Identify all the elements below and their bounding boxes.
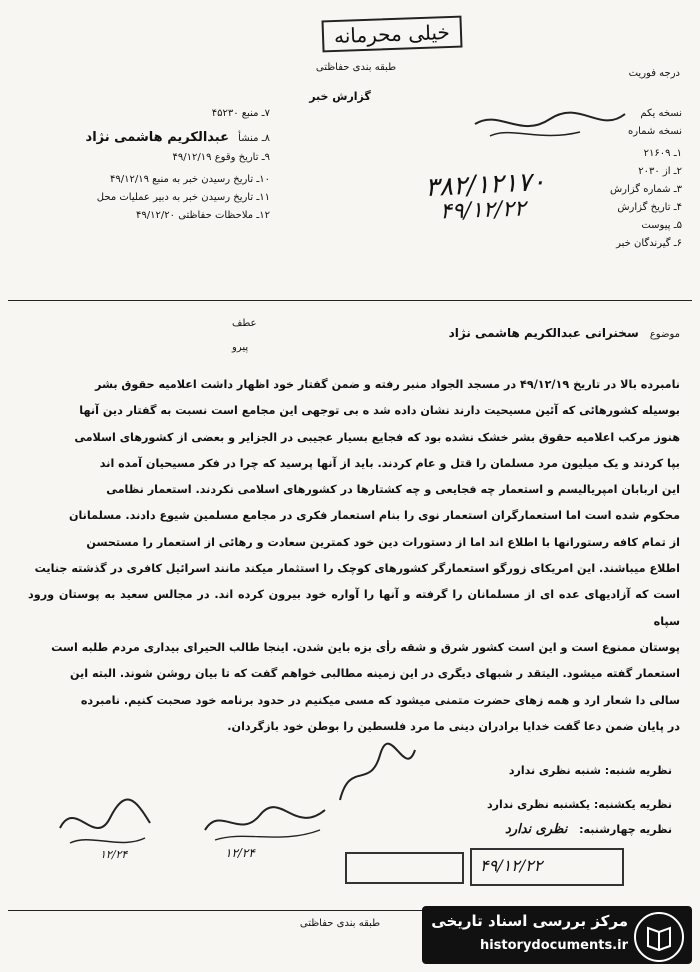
signature-right: [330, 740, 420, 810]
opinion-saturday: نظریه شنبه: شنبه نظری ندارد: [508, 764, 672, 777]
signature-middle: [200, 790, 330, 850]
header-line-9: ۹ـ تاریخ وقوع ۴۹/۱۲/۱۹: [172, 152, 270, 163]
report-body: [28, 372, 680, 740]
body-line: از تمام کافه رستورانها با اطلاع اند اما از دستورات دین خود کمترین سعادت و رهائی از استعمار را مستحسن: [86, 535, 680, 549]
report-number-handwritten: ۳۸۲/۱۲۱۷۰: [424, 166, 547, 204]
aside-atf: عطف: [232, 318, 257, 329]
body-line: پوستان ممنوع است و این است کشور شرق و شقه رأی بزه باین شدن. اینجا طالب الحیرای بیداری مردم طلبه است: [51, 640, 680, 654]
bottom-classification-label: طبقه بندی حفاظتی: [299, 918, 381, 929]
body-line: در پایان ضمن دعا گفت خدایا برادران دینی ما مرد فلسطین را بوطن خود بازگردان.: [227, 719, 680, 733]
header-line-7: ۷ـ منبع ۴۵۲۳۰: [211, 108, 270, 119]
book-icon: [634, 912, 684, 962]
header-line-1: ۱ـ ۲۱۶۰۹: [643, 148, 682, 159]
body-line: این اربابان امپریالیسم و استعمار چه فجایعی و چه کشتارها در کشورهای اسلامی نکردند. استعمار نظامی: [106, 483, 680, 497]
subject-value: سخنرانی عبدالکریم هاشمی نژاد: [448, 326, 639, 340]
signature-date-left: ۱۲/۲۴: [100, 848, 128, 861]
body-line: بپا کردند و یک میلیون مرد مسلمان را قتل و عام کردند. باید از آنها پرسید که چرا در فکر مسیحیان آمده اند: [99, 456, 680, 470]
header-line-12: ۱۲ـ ملاحظات حفاظتی ۴۹/۱۲/۲۰: [136, 210, 270, 221]
classification-stamp: [321, 16, 462, 53]
copy-number: نسخه شماره: [628, 126, 682, 137]
opinion-sunday: نظریه یکشنبه: یکشنبه نظری ندارد: [487, 798, 672, 811]
header-line-8-label: ۸ـ منشأ: [238, 133, 270, 144]
archive-logo: [422, 906, 692, 964]
scribble-mark: [470, 104, 630, 144]
secondary-stamp: [345, 852, 464, 884]
header-line-8-value: عبدالکریم هاشمی نژاد: [85, 130, 229, 145]
subject-label: موضوع: [649, 329, 680, 340]
logo-title: مرکز بررسی اسناد تاریخی: [431, 912, 628, 930]
logo-url: historydocuments.ir: [479, 938, 628, 953]
opinion-wednesday: [505, 822, 672, 837]
header-line-4: ۴ـ تاریخ گزارش: [617, 202, 682, 213]
body-line: استعمار گفته میشود. الیتقد ر شبهای دیگری در این زمینه مطالبی خواهم گفت که تا بیان روشن شوند. البته این: [69, 667, 680, 681]
receipt-stamp-text: ۴۹/۱۲/۲۲: [480, 856, 543, 875]
body-line: اطلاع میباشند. این امریکای زورگو استعمارگر کشورهای کوچک را استثمار میکند مانند اسرائیل کافری در گذشته جنایت: [34, 562, 680, 576]
classification-label: طبقه بندی حفاظتی: [315, 62, 397, 73]
header-line-2: ۲ـ از ۲۰۳۰: [638, 166, 682, 177]
body-line: محکوم شده است اما استعمارگران استعمار نوی را بنام استعمار فکری در مجامع مسلمین شیوع دادند. مسلمانان: [68, 509, 680, 523]
body-line: سالی دا شعار ارد و همه زهای حضرت متمنی میشود که مسی میکنیم در حدود برنامه خود صحبت کنیم. نامبرده: [80, 693, 680, 707]
opinion-wednesday-label: نظریه چهارشنبه:: [579, 823, 672, 836]
opinion-wednesday-value: نظری ندارد: [505, 822, 568, 837]
header-line-3: ۳ـ شماره گزارش: [609, 184, 682, 195]
subject-line: [280, 322, 680, 341]
classification-stamp-text: خیلی محرمانه: [333, 19, 451, 49]
header-divider: [8, 300, 692, 301]
body-line: نامبرده بالا در تاریخ ۴۹/۱۲/۱۹ در مسجد الجواد منبر رفته و ضمن گفتار خود اظهار داشت اعلامیه حقوق بشر: [94, 378, 680, 391]
body-line: هنوز مرکب اعلامیه حقوق بشر خشک نشده بود که فجایع بسیار عجیبی در الجزایر و بعضی از کشورهای اسلامی: [74, 430, 680, 444]
signature-date-middle: ۱۲/۲۴: [225, 846, 255, 860]
aside-peyro: پیرو: [232, 342, 249, 353]
header-line-8: [30, 130, 270, 152]
copy-line: نسخه یکم: [640, 108, 682, 119]
report-title: گزارش خبر: [309, 90, 371, 103]
book-icon-glyph: [636, 914, 682, 960]
receipt-stamp: [470, 848, 624, 886]
left-header-block: [30, 108, 270, 228]
header-line-10: ۱۰ـ تاریخ رسیدن خبر به منبع ۴۹/۱۲/۱۹: [109, 174, 270, 185]
header-line-11: ۱۱ـ تاریخ رسیدن خبر به دبیر عملیات محل: [96, 192, 270, 203]
report-date-handwritten: ۴۹/۱۲/۲۲: [439, 196, 527, 225]
body-line: بوسیله کشورهائی که آئین مسیحیت دارند نشان داده شد ه بی توجهی این مجامع است نسبت به گفتار دین آنها: [79, 404, 680, 418]
header-line-6: ۶ـ گیرندگان خبر: [616, 238, 682, 249]
body-line: است که آزادیهای عده ای از مسلمانان را گرفته و آنها را آواره خود بیرون کرده اند. در مجالس سعید به پوستان ورود سپاه: [28, 588, 680, 628]
priority-label: درجه فوریت: [628, 68, 680, 79]
header-line-5: ۵ـ پیوست: [641, 220, 682, 231]
